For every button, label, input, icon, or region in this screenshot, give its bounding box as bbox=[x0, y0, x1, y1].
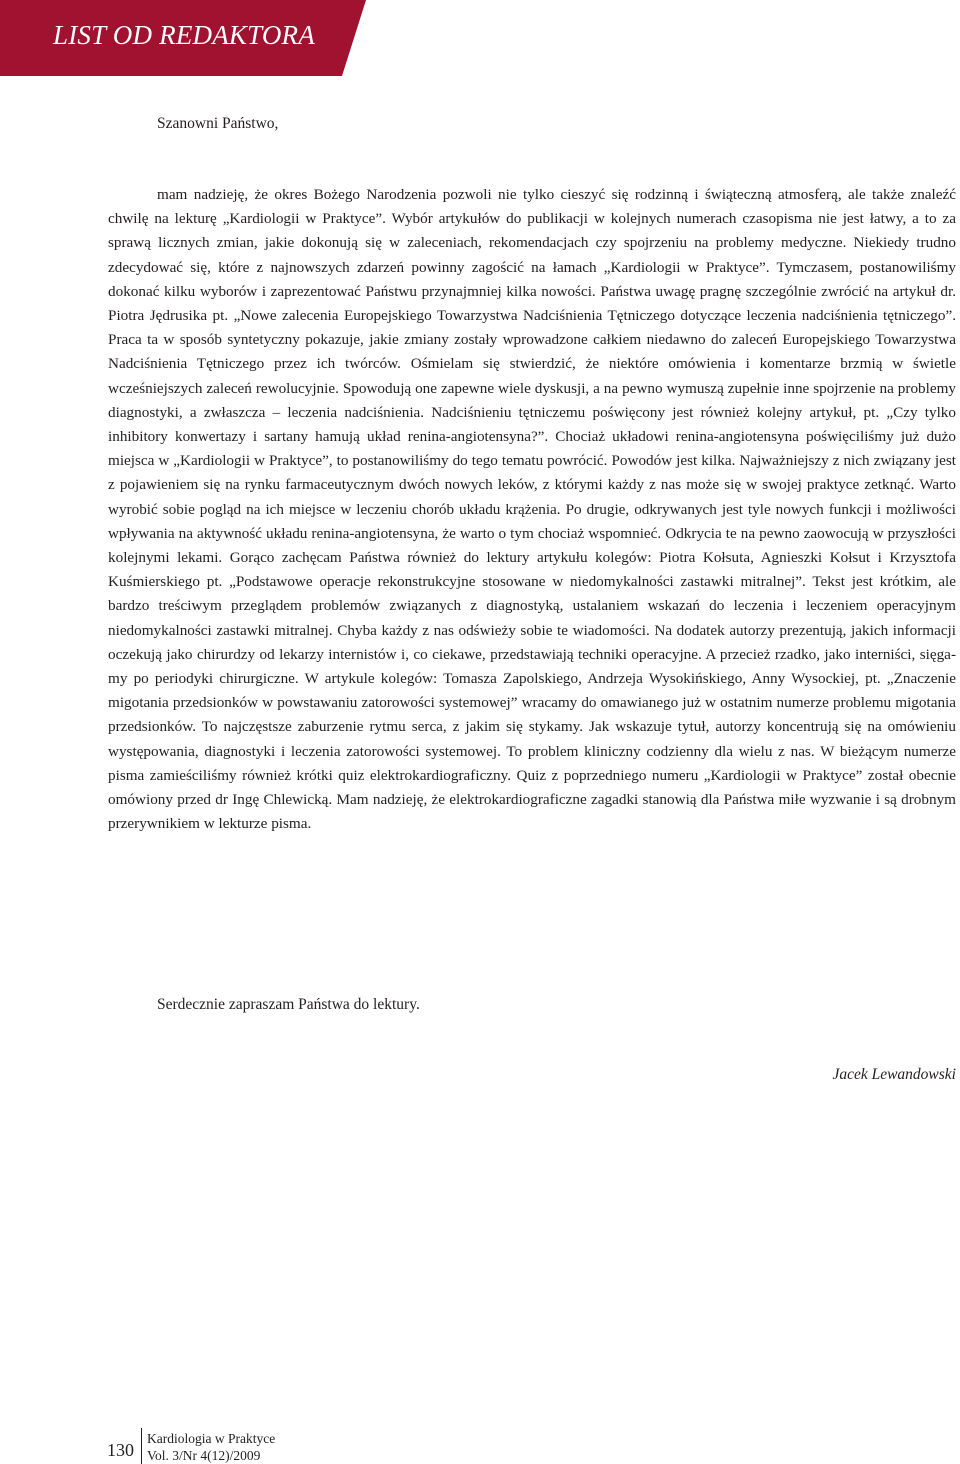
page-number: 130 bbox=[107, 1440, 134, 1460]
letter-closing: Serdecznie zapraszam Państwa do lektury. bbox=[157, 996, 420, 1013]
issue-info: Vol. 3/Nr 4(12)/2009 bbox=[147, 1448, 261, 1463]
letter-greeting: Szanowni Państwo, bbox=[157, 115, 279, 132]
footer-divider bbox=[141, 1428, 142, 1464]
letter-signature: Jacek Lewandowski bbox=[832, 1066, 956, 1083]
section-title: LIST OD REDAKTORA bbox=[53, 20, 315, 50]
journal-name: Kardiologia w Praktyce bbox=[147, 1431, 276, 1446]
section-banner bbox=[0, 0, 366, 76]
letter-body: mam nadzieję, że okres Bożego Narodzenia pozwoli nie tylko cieszyć się rodzinną i świąteczną atmosferą, ale także znaleźć chwilę na lekturę „Kardiologii w Praktyce”. Wybór artykułów do publikacji w kolejnych numerach czasopisma nie jest łatwy, a to za sprawą licznych zmian, jakie dokonują się w zaleceniach, rekomendacjach czy spojrzeniu na problemy medyczne. Niekiedy trudno zdecydować się, które z najnowszych zdarzeń powinny zagościć na łamach „Kardiologii w Praktyce”. Tymczasem, postanowiliśmy dokonać kilku wyborów i zaprezentować Państwu przynajmniej kilka nowości. Państwa uwagę pragnę szczególnie zwrócić na artykuł dr. Piotra Jędrusika pt. „Nowe zalecenia Europejskiego Towarzystwa Nadciśnienia Tętniczego dotyczące leczenia nadciśnienia tętniczego”. Praca ta w sposób syntetyczny pokazuje, jakie zmiany zostały wprowadzone całkiem niedawno do zaleceń Europejskiego Towarzystwa Nadciśnienia Tętniczego przez ich twórców. Ośmielam się stwierdzić, że niektóre omówienia i komentarze brzmią w świetle wcześniejszych zaleceń rewolucyjnie. Spowodują one zapewne wiele dyskusji, a na pewno wymuszą zupełnie inne spojrzenie na problemy diagnostyki, a zwłaszcza – leczenia nadciśnienia. Nadciśnieniu tętniczemu poświęcony jest również kolejny artykuł, pt. „Czy tylko inhibitory konwertazy i sartany hamują układ renina-angiotensyna?”. Chociaż układowi renina-angiotensyna poświęciliśmy już dużo miejsca w „Kardiologii w Praktyce”, to postanowiliśmy do tego tematu powrócić. Powodów jest kilka. Najważniejszy z nich związany jest z pojawieniem się na rynku farmaceutycznym dwóch nowych leków, z którymi każdy z nas może się w swojej praktyce zetknąć. Warto wyrobić sobie pogląd na ich miejsce w leczeniu chorób układu krążenia. Po drugie, odkrywanych jest tyle nowych funkcji i możliwości wpływania na aktywność układu renina-angiotensyna, że warto o tym chociaż wspomnieć. Odkrycia te na pewno zaowocują w przyszłości kolejnymi lekami. Gorąco zachęcam Państwa również do lektury artykułu kolegów: Piotra Kołsuta, Agnieszki Kołsut i Krzysztofa Kuśmierskiego pt. „Podstawowe operacje rekonstrukcyjne stosowane w niedomykalności zastawki mitralnej”. Tekst jest krótkim, ale bardzo treściwym przeglądem problemów związanych z diagnostyką, ustalaniem wskazań do leczenia i leczeniem operacyjnym niedomykalności zastawki mitralnej. Chyba każdy z nas odświeży sobie te wiadomości. Na dodatek autorzy prezentują, jakich informacji oczekują jako chirurdzy od lekarzy internistów i, co ciekawe, przedstawiają techniki operacyjne. A przecież rzadko, jako interniści, sięgamy po periodyki chirurgiczne. W artykule kolegów: Tomasza Zapolskiego, Andrzeja Wysokińskiego, Anny Wysockiej, pt. „Znaczenie migotania przedsionków w powstawaniu zatorowości systemowej” wracamy do omawianego już w ostatnim numerze problemu migotania przedsionków. To najczęstsze zaburzenie rytmu serca, z jakim się stykamy. Jak wskazuje tytuł, autorzy koncentrują się na omówieniu występowania, diagnostyki i leczenia zatorowości systemowej. To problem kliniczny codzienny dla wielu z nas. W bieżącym numerze pisma zamieściliśmy również krótki quiz elektrokardiograficzny. Quiz z poprzedniego numeru „Kardiologii w Praktyce” został obecnie omówiony przed dr Ingę Chlewicką. Mam nadzieję, że elektrokardiograficzne zagadki stanowią dla Państwa miłe wyzwanie i są drobnym przerywnikiem w lekturze pisma. bbox=[108, 186, 956, 833]
